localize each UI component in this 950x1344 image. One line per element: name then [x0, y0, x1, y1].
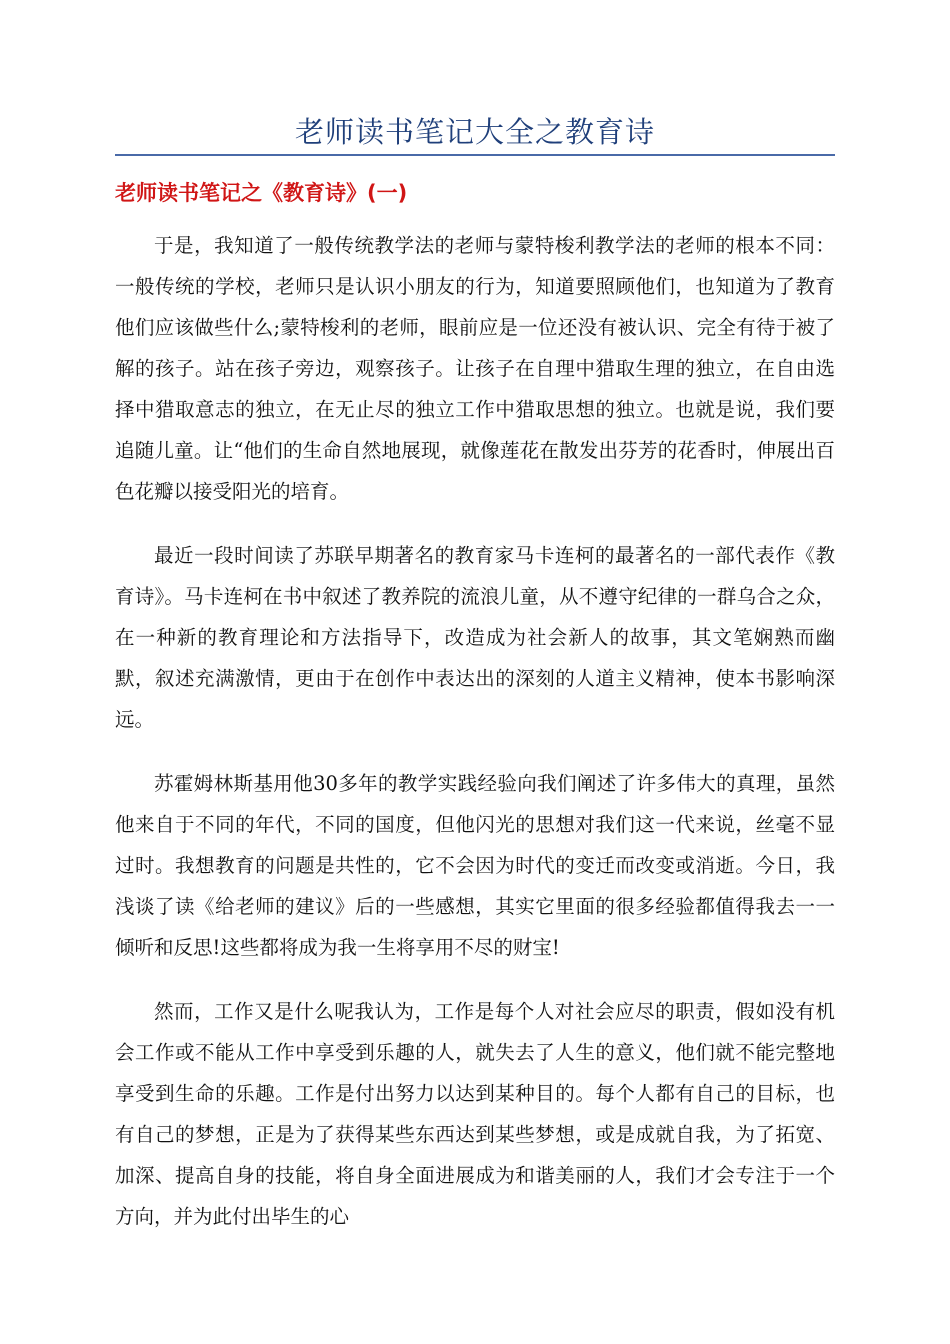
paragraph: 最近一段时间读了苏联早期著名的教育家马卡连柯的最著名的一部代表作《教育诗》。马卡连柯在书中叙述了教养院的流浪儿童，从不遵守纪律的一群乌合之众，在一种新的教育理论和方法指导下，改造成为社会新人的故事，其文笔娴熟而幽默，叙述充满激情，更由于在创作中表达出的深刻的人道主义精神，使本书影响深远。 [115, 544, 835, 731]
paragraph: 苏霍姆林斯基用他30多年的教学实践经验向我们阐述了许多伟大的真理，虽然他来自于不同的年代，不同的国度，但他闪光的思想对我们这一代来说，丝毫不显过时。我想教育的问题是共性的，它不会因为时代的变迁而改变或消逝。今日，我浅谈了读《给老师的建议》后的一些感想，其实它里面的很多经验都值得我去一一倾听和反思!这些都将成为我一生将享用不尽的财宝! [115, 772, 835, 959]
paragraph: 于是，我知道了一般传统教学法的老师与蒙特梭利教学法的老师的根本不同：一般传统的学校，老师只是认识小朋友的行为，知道要照顾他们，也知道为了教育他们应该做些什么;蒙特梭利的老师，眼前应是一位还没有被认识、完全有待于被了解的孩子。站在孩子旁边，观察孩子。让孩子在自理中猎取生理的独立，在自由选择中猎取意志的独立，在无止尽的独立工作中猎取思想的独立。也就是说，我们要追随儿童。让“他们的生命自然地展现，就像莲花在散发出芬芳的花香时，伸展出百色花瓣以接受阳光的培育。 [115, 234, 835, 503]
paragraph: 然而，工作又是什么呢我认为，工作是每个人对社会应尽的职责，假如没有机会工作或不能从工作中享受到乐趣的人，就失去了人生的意义，他们就不能完整地享受到生命的乐趣。工作是付出努力以达到某种目的。每个人都有自己的目标，也有自己的梦想，正是为了获得某些东西达到某些梦想，或是成就自我，为了拓宽、加深、提高自身的技能，将自身全面进展成为和谐美丽的人，我们才会专注于一个方向，并为此付出毕生的心 [115, 1000, 835, 1228]
document-title: 老师读书笔记大全之教育诗 [294, 115, 655, 149]
title-divider [115, 154, 835, 156]
section-heading: 老师读书笔记之《教育诗》(一) [115, 181, 408, 205]
document-body [115, 225, 835, 1260]
